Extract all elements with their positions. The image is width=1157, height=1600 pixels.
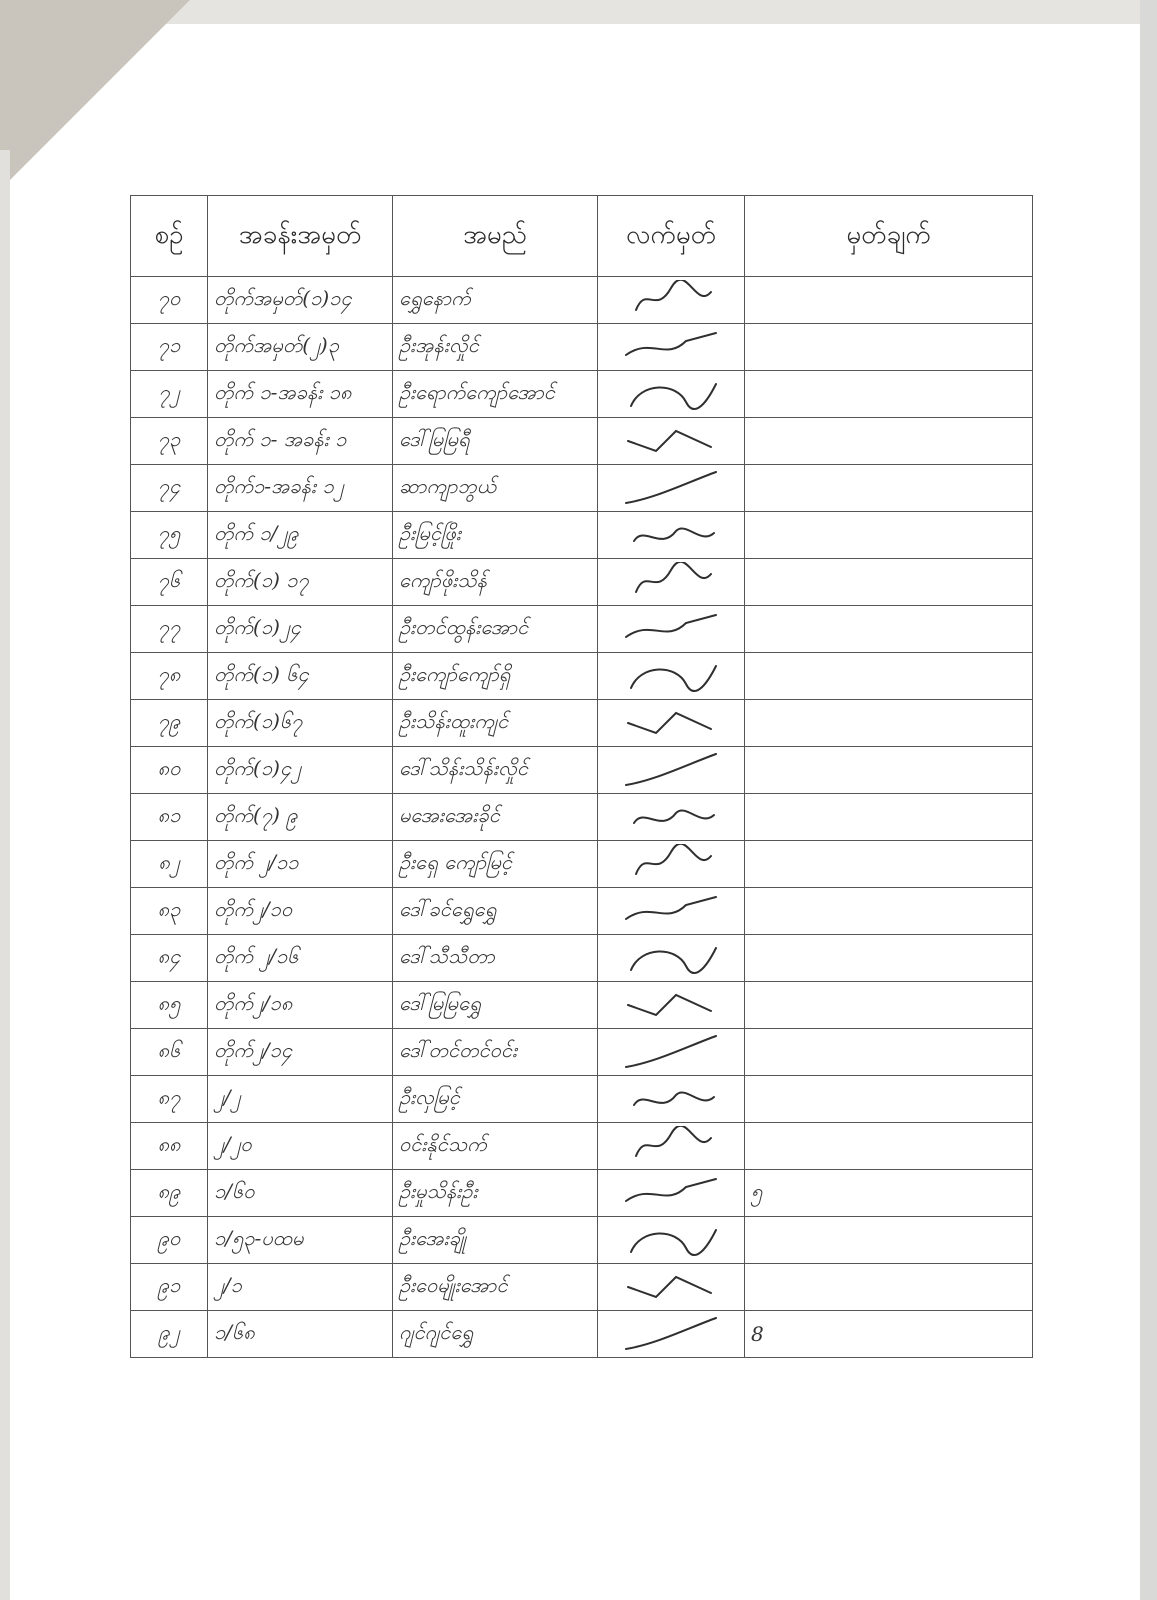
handwritten-signature-icon	[616, 703, 726, 743]
table-row	[131, 512, 1033, 559]
row-name: ရွှေနောက်	[393, 277, 598, 324]
row-house-no: တိုက် ၁/၂၉	[208, 512, 393, 559]
handwritten-signature-icon	[616, 1032, 726, 1072]
row-remarks	[745, 465, 1033, 512]
row-serial-no: ၉၁	[131, 1264, 208, 1311]
row-remarks	[745, 982, 1033, 1029]
handwritten-signature-icon	[616, 1220, 726, 1260]
row-name: ဦးအုန်းလှိုင်	[393, 324, 598, 371]
row-name: ဦးမှုသိန်းဦး	[393, 1170, 598, 1217]
row-house-no: တိုက် ၁-အခန်း ၁၈	[208, 371, 393, 418]
row-house-no: တိုက်(၁) ၁၇	[208, 559, 393, 606]
row-remarks	[745, 700, 1033, 747]
handwritten-signature-icon	[616, 844, 726, 884]
row-name: ဒေါ်သီသီတာ	[393, 935, 598, 982]
handwritten-signature-icon	[616, 1173, 726, 1213]
row-serial-no: ၉၀	[131, 1217, 208, 1264]
row-signature	[598, 1311, 745, 1358]
row-serial-no: ၇၉	[131, 700, 208, 747]
row-name: ဦးလှမြင့်	[393, 1076, 598, 1123]
row-house-no: တိုက်အမှတ်(၂)၃	[208, 324, 393, 371]
table-row	[131, 1311, 1033, 1358]
row-serial-no: ၈၈	[131, 1123, 208, 1170]
table-row	[131, 747, 1033, 794]
row-serial-no: ၈၇	[131, 1076, 208, 1123]
row-name: ဦးအေးချို	[393, 1217, 598, 1264]
row-remarks	[745, 512, 1033, 559]
row-signature	[598, 606, 745, 653]
handwritten-signature-icon	[616, 985, 726, 1025]
row-signature	[598, 653, 745, 700]
row-signature	[598, 324, 745, 371]
row-remarks	[745, 324, 1033, 371]
row-signature	[598, 747, 745, 794]
row-signature	[598, 512, 745, 559]
table-body	[131, 277, 1033, 1358]
table-row	[131, 559, 1033, 606]
handwritten-signature-icon	[616, 421, 726, 461]
row-serial-no: ၇၈	[131, 653, 208, 700]
row-remarks	[745, 935, 1033, 982]
row-remarks: 8	[745, 1311, 1033, 1358]
row-remarks	[745, 606, 1033, 653]
row-remarks	[745, 1029, 1033, 1076]
row-house-no: ၁/၆၀	[208, 1170, 393, 1217]
handwritten-signature-icon	[616, 515, 726, 555]
row-serial-no: ၇၁	[131, 324, 208, 371]
handwritten-signature-icon	[616, 938, 726, 978]
handwritten-signature-icon	[616, 656, 726, 696]
row-remarks	[745, 1264, 1033, 1311]
row-house-no: တိုက်၂/၁၄	[208, 1029, 393, 1076]
row-serial-no: ၇၄	[131, 465, 208, 512]
row-name: မအေးအေးခိုင်	[393, 794, 598, 841]
handwritten-signature-icon	[616, 1314, 726, 1354]
row-house-no: တိုက်(၇) ၉	[208, 794, 393, 841]
row-name: ဒေါ်ခင်ရွှေရွှေ	[393, 888, 598, 935]
row-signature	[598, 1170, 745, 1217]
table-row	[131, 1029, 1033, 1076]
row-serial-no: ၈၆	[131, 1029, 208, 1076]
row-signature	[598, 794, 745, 841]
table-row	[131, 1123, 1033, 1170]
handwritten-signature-icon	[616, 562, 726, 602]
row-name: ဂျင်ဂျင်ရွှေ	[393, 1311, 598, 1358]
row-remarks	[745, 841, 1033, 888]
header-remarks: မှတ်ချက်	[745, 196, 1033, 277]
row-house-no: တိုက် ၂/၁၁	[208, 841, 393, 888]
row-signature	[598, 1029, 745, 1076]
row-remarks	[745, 888, 1033, 935]
row-remarks	[745, 1123, 1033, 1170]
row-serial-no: ၈၂	[131, 841, 208, 888]
row-name: ဦးရောက်ကျော်အောင်	[393, 371, 598, 418]
row-signature	[598, 1076, 745, 1123]
row-house-no: တိုက်(၁) ၆၄	[208, 653, 393, 700]
row-house-no: တိုက်(၁)၆၇	[208, 700, 393, 747]
table-row	[131, 1076, 1033, 1123]
row-house-no: ၂/၂၀	[208, 1123, 393, 1170]
table-row	[131, 277, 1033, 324]
handwritten-signature-icon	[616, 280, 726, 320]
table-row	[131, 653, 1033, 700]
row-name: ဦးသိန်းထူးကျင်	[393, 700, 598, 747]
row-name: ဒေါ်မြမြရွှေ	[393, 982, 598, 1029]
row-house-no: ၂/၂	[208, 1076, 393, 1123]
row-house-no: ၁/၆၈	[208, 1311, 393, 1358]
row-signature	[598, 982, 745, 1029]
row-serial-no: ၇၂	[131, 371, 208, 418]
row-signature	[598, 1264, 745, 1311]
table-row	[131, 841, 1033, 888]
row-serial-no: ၇၇	[131, 606, 208, 653]
header-name: အမည်	[393, 196, 598, 277]
row-name: ဦးကျော်ကျော်ရှိ	[393, 653, 598, 700]
row-house-no: ၂/၁	[208, 1264, 393, 1311]
row-house-no: တိုက်၂/၁၈	[208, 982, 393, 1029]
row-signature	[598, 418, 745, 465]
row-name: ဦးဝေမျိုးအောင်	[393, 1264, 598, 1311]
row-name: ဆာကျာဘွယ်	[393, 465, 598, 512]
row-house-no: တိုက် ၂/၁၆	[208, 935, 393, 982]
row-name: ဒေါ်သိန်းသိန်းလှိုင်	[393, 747, 598, 794]
row-remarks	[745, 418, 1033, 465]
signature-ledger-table	[130, 195, 1033, 1358]
row-house-no: တိုက်(၁)၂၄	[208, 606, 393, 653]
row-serial-no: ၈၉	[131, 1170, 208, 1217]
handwritten-signature-icon	[616, 374, 726, 414]
row-signature	[598, 371, 745, 418]
row-remarks: ၅	[745, 1170, 1033, 1217]
row-remarks	[745, 559, 1033, 606]
handwritten-signature-icon	[616, 468, 726, 508]
row-remarks	[745, 747, 1033, 794]
row-remarks	[745, 1076, 1033, 1123]
row-house-no: ၁/၅၃-ပထမ	[208, 1217, 393, 1264]
row-signature	[598, 1217, 745, 1264]
row-house-no: တိုက်၂/၁၀	[208, 888, 393, 935]
handwritten-signature-icon	[616, 1126, 726, 1166]
table-row	[131, 1264, 1033, 1311]
row-name: ဒေါ်မြမြရီ	[393, 418, 598, 465]
row-house-no: တိုက် ၁- အခန်း ၁	[208, 418, 393, 465]
row-remarks	[745, 653, 1033, 700]
table-row	[131, 700, 1033, 747]
table-row	[131, 888, 1033, 935]
handwritten-signature-icon	[616, 327, 726, 367]
row-serial-no: ၇၆	[131, 559, 208, 606]
row-remarks	[745, 794, 1033, 841]
row-serial-no: ၈၄	[131, 935, 208, 982]
handwritten-signature-icon	[616, 1079, 726, 1119]
table-row	[131, 324, 1033, 371]
scan-top-shadow	[140, 0, 1140, 24]
row-house-no: တိုက်၁-အခန်း ၁၂	[208, 465, 393, 512]
header-signature: လက်မှတ်	[598, 196, 745, 277]
row-name: ဦးမြင့်ဖြိုး	[393, 512, 598, 559]
row-signature	[598, 465, 745, 512]
header-serial-no: စဉ်	[131, 196, 208, 277]
handwritten-signature-icon	[616, 750, 726, 790]
row-signature	[598, 1123, 745, 1170]
row-serial-no: ၇၀	[131, 277, 208, 324]
table-row	[131, 1217, 1033, 1264]
row-signature	[598, 935, 745, 982]
handwritten-signature-icon	[616, 797, 726, 837]
row-serial-no: ၉၂	[131, 1311, 208, 1358]
row-signature	[598, 277, 745, 324]
table-header-row	[131, 196, 1033, 277]
table-row	[131, 982, 1033, 1029]
row-house-no: တိုက်အမှတ်(၁)၁၄	[208, 277, 393, 324]
row-remarks	[745, 371, 1033, 418]
header-house-no: အခန်းအမှတ်	[208, 196, 393, 277]
folded-corner	[0, 0, 190, 190]
row-serial-no: ၇၃	[131, 418, 208, 465]
handwritten-signature-icon	[616, 1267, 726, 1307]
row-signature	[598, 888, 745, 935]
table-row	[131, 1170, 1033, 1217]
row-name: ဦးတင်ထွန်းအောင်	[393, 606, 598, 653]
row-signature	[598, 841, 745, 888]
table-row	[131, 794, 1033, 841]
table-row	[131, 371, 1033, 418]
row-serial-no: ၈၁	[131, 794, 208, 841]
row-name: ဒေါ်တင်တင်ဝင်း	[393, 1029, 598, 1076]
row-remarks	[745, 277, 1033, 324]
table-row	[131, 935, 1033, 982]
row-serial-no: ၈၅	[131, 982, 208, 1029]
row-name: ကျော်ဖိုးသိန်	[393, 559, 598, 606]
row-name: ဝင်းနိုင်သက်	[393, 1123, 598, 1170]
scan-left-shadow	[0, 150, 10, 1600]
row-serial-no: ၇၅	[131, 512, 208, 559]
handwritten-signature-icon	[616, 609, 726, 649]
table-row	[131, 606, 1033, 653]
handwritten-signature-icon	[616, 891, 726, 931]
table-row	[131, 418, 1033, 465]
row-signature	[598, 559, 745, 606]
row-house-no: တိုက်(၁)၄၂	[208, 747, 393, 794]
row-name: ဦးရှေ ကျော်မြင့်	[393, 841, 598, 888]
row-serial-no: ၈၃	[131, 888, 208, 935]
row-serial-no: ၈၀	[131, 747, 208, 794]
row-signature	[598, 700, 745, 747]
table-row	[131, 465, 1033, 512]
row-remarks	[745, 1217, 1033, 1264]
